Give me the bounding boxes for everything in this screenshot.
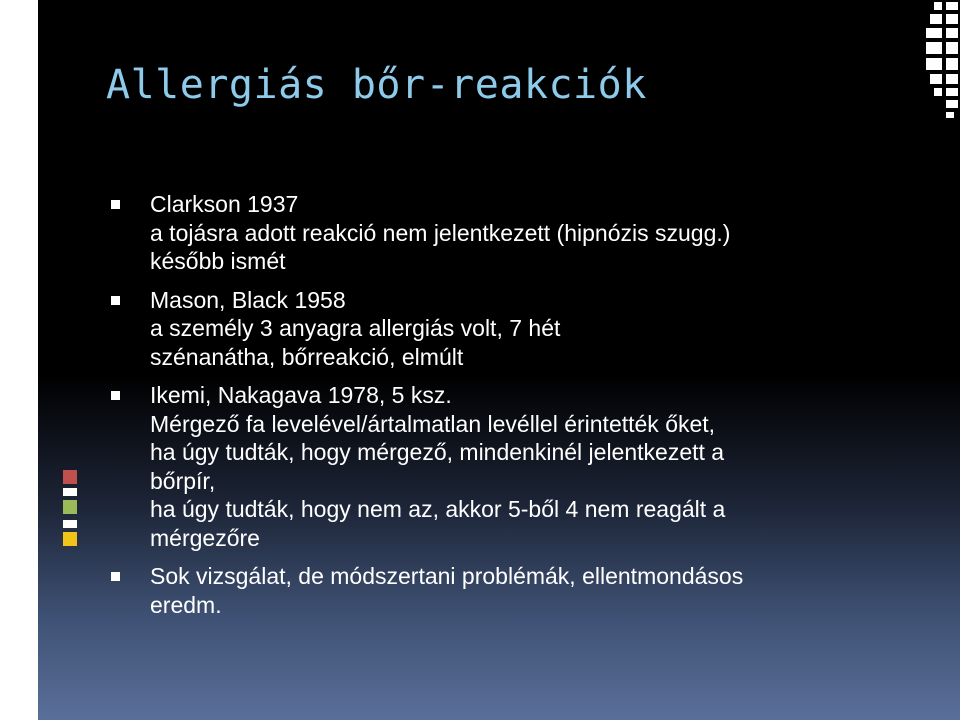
- slide-title: Allergiás bőr-reakciók: [106, 62, 647, 108]
- bullet-item: [110, 381, 900, 552]
- bullet-line: Mason, Black 1958: [150, 286, 346, 313]
- bullet-line: később ismét: [150, 248, 286, 274]
- bullet-line: bőrpír,: [150, 467, 216, 494]
- bullet-line: Sok vizsgálat, de módszertani problémák, ellentmondásos: [150, 563, 744, 589]
- left-border-strip: [0, 0, 38, 720]
- bullet-line: eredm.: [150, 591, 222, 618]
- bullet-line: a tojásra adott reakció nem jelentkezett (hipnózis szugg.): [150, 219, 731, 246]
- bullet-line: Clarkson 1937: [150, 191, 299, 217]
- square-bullet-icon: [111, 572, 120, 581]
- bullet-line: szénanátha, bőrreakció, elmúlt: [150, 343, 464, 370]
- bullet-line: a személy 3 anyagra allergiás volt, 7 hét: [150, 315, 561, 341]
- bullet-line: Ikemi, Nakagava 1978, 5 ksz.: [150, 382, 452, 408]
- bullet-line: ha úgy tudták, hogy nem az, akkor 5-ből 4 nem reagált a: [150, 496, 726, 522]
- square-bullet-icon: [111, 296, 120, 305]
- square-bullet-icon: [111, 200, 120, 209]
- bullet-line: Mérgező fa levelével/ártalmatlan levéllel érintették őket,: [150, 410, 716, 437]
- corner-tile-decoration: [926, 0, 960, 720]
- bullet-list: [110, 190, 900, 629]
- square-bullet-icon: [111, 391, 120, 400]
- bullet-line: ha úgy tudták, hogy mérgező, mindenkinél jelentkezett a: [150, 439, 725, 465]
- bullet-line: mérgezőre: [150, 524, 260, 551]
- bullet-item: [110, 286, 900, 372]
- bullet-item: [110, 562, 900, 619]
- bullet-item: [110, 190, 900, 276]
- divider-decoration: [63, 470, 77, 560]
